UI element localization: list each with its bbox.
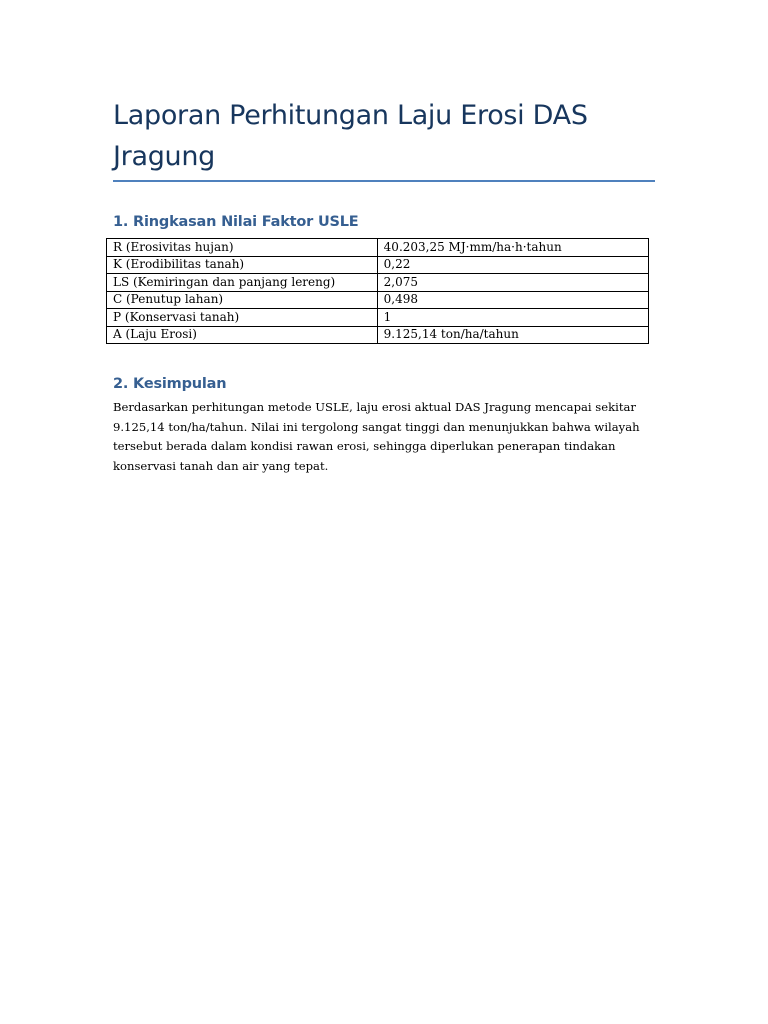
table-row (107, 291, 649, 309)
value-cell: 40.203,25 MJ·mm/ha·h·tahun (377, 239, 648, 257)
paragraph-line: konservasi tanah dan air yang tepat. (113, 459, 329, 474)
paragraph-line: Berdasarkan perhitungan metode USLE, laju erosi aktual DAS Jragung mencapai sekitar (113, 400, 636, 414)
value-cell: 0,22 (377, 256, 648, 274)
table-row (107, 256, 649, 274)
paragraph-line: 9.125,14 ton/ha/tahun. Nilai ini tergolong sangat tinggi dan menunjukkan bahwa wilayah (113, 419, 640, 434)
title-underline (113, 180, 655, 182)
section-heading-conclusion: 2. Kesimpulan (113, 376, 227, 392)
section-heading-usle-summary: 1. Ringkasan Nilai Faktor USLE (113, 214, 359, 230)
factor-cell: K (Erodibilitas tanah) (107, 256, 378, 274)
factor-cell: C (Penutup lahan) (107, 291, 378, 309)
value-cell: 1 (377, 309, 648, 327)
table-row (107, 239, 649, 257)
page-title: Laporan Perhitungan Laju Erosi DAS Jragung (113, 100, 588, 172)
conclusion-paragraph (113, 398, 658, 477)
factor-cell: R (Erosivitas hujan) (107, 239, 378, 257)
factor-cell: P (Konservasi tanah) (107, 309, 378, 327)
value-cell: 2,075 (377, 274, 648, 292)
table-row (107, 326, 649, 344)
table-row (107, 309, 649, 327)
value-cell: 9.125,14 ton/ha/tahun (377, 326, 648, 344)
table-row (107, 274, 649, 292)
usle-factor-table (106, 238, 649, 344)
factor-cell: LS (Kemiringan dan panjang lereng) (107, 274, 378, 292)
factor-cell: A (Laju Erosi) (107, 326, 378, 344)
value-cell: 0,498 (377, 291, 648, 309)
paragraph-line: tersebut berada dalam kondisi rawan erosi, sehingga diperlukan penerapan tindakan (113, 439, 616, 454)
